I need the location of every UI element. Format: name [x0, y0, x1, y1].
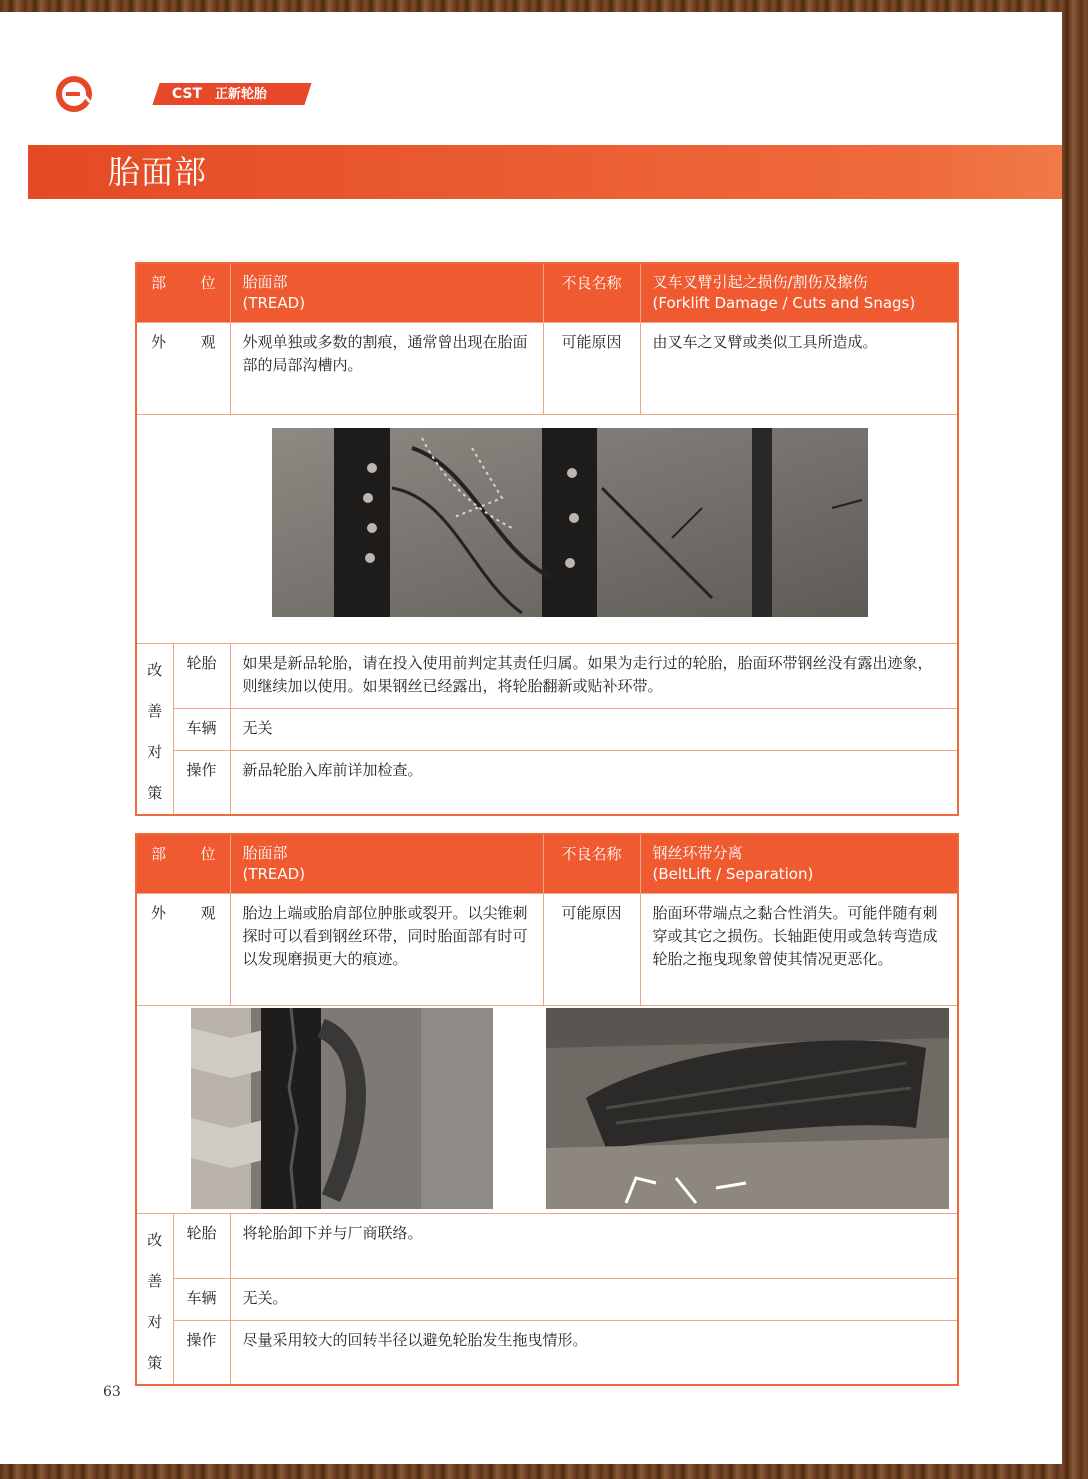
measures-label-1: 改: [147, 661, 163, 679]
measures-label-3: 对: [147, 743, 163, 761]
appearance-label-2: 观: [200, 904, 216, 922]
part-label-2: 位: [200, 274, 216, 292]
cst-logo-icon: [56, 76, 96, 112]
defect-label: 不良名称: [561, 274, 622, 292]
appearance-label-2: 观: [200, 333, 216, 351]
brand-name-cn: 正新轮胎: [214, 87, 267, 102]
measures-label-2: 善: [147, 702, 163, 720]
table-header-row: [136, 263, 958, 323]
measure-row-tire: [136, 644, 958, 709]
measure-vehicle-label: 车辆: [186, 1289, 217, 1308]
defect-label: 不良名称: [561, 845, 622, 863]
measure-tire-text: 如果是新品轮胎，请在投入使用前判定其责任归属。如果为走行过的轮胎，胎面环带钢丝没有露出迹象，则继续加以使用。如果钢丝已经露出，将轮胎翻新或贴补环带。: [242, 654, 933, 695]
part-name-en: (TREAD): [242, 294, 306, 312]
photo-row: [136, 1006, 958, 1214]
measures-label-1: 改: [147, 1231, 163, 1249]
measure-operation-label: 操作: [186, 761, 217, 780]
defect-name: 钢丝环带分离: [652, 844, 743, 862]
brand-name: CST: [171, 86, 203, 102]
measure-vehicle-text: 无关: [242, 719, 273, 738]
appearance-row: [136, 894, 958, 1006]
cause-text: 胎面环带端点之黏合性消失。可能伴随有刺穿或其它之损伤。长轴距使用或急转弯造成轮胎之拖曳现象曾使其情况更恶化。: [652, 904, 938, 968]
measure-vehicle-text: 无关。: [242, 1289, 288, 1308]
part-name-en: (TREAD): [242, 865, 306, 883]
measure-tire-text: 将轮胎卸下并与厂商联络。: [242, 1224, 423, 1242]
measures-label-2: 善: [147, 1272, 163, 1290]
measure-row-tire: [136, 1214, 958, 1279]
cause-text: 由叉车之叉臂或类似工具所造成。: [652, 333, 878, 351]
measure-row-operation: [136, 1321, 958, 1385]
section-title: 胎面部: [108, 153, 208, 191]
section-header-bar: [28, 145, 1062, 199]
appearance-label-1: 外: [151, 904, 167, 922]
part-label-1: 部: [151, 845, 167, 863]
belt-lift-photo-right: [546, 1008, 949, 1209]
appearance-text: 外观单独或多数的割痕，通常曾出现在胎面部的局部沟槽内。: [242, 333, 528, 374]
brand-wordmark: [152, 83, 311, 105]
part-label-2: 位: [200, 845, 216, 863]
page-number: 63: [103, 1384, 121, 1400]
cause-label: 可能原因: [561, 904, 622, 922]
measure-operation-text: 新品轮胎入库前详加检查。: [242, 761, 423, 780]
brand-logo: [56, 74, 266, 118]
measures-label-3: 对: [147, 1313, 163, 1331]
measures-label-4: 策: [147, 1354, 163, 1372]
part-name: 胎面部: [242, 273, 288, 291]
defect-name: 叉车叉臂引起之损伤/割伤及擦伤: [652, 273, 868, 291]
defect-name-en: (BeltLift / Separation): [652, 865, 814, 883]
photo-row: [136, 415, 958, 644]
measure-row-vehicle: [136, 709, 958, 751]
defect-table-forklift: [135, 262, 959, 816]
defect-name-en: (Forklift Damage / Cuts and Snags): [652, 294, 916, 312]
appearance-text: 胎边上端或胎肩部位肿胀或裂开。以尖锥刺探时可以看到钢丝环带，同时胎面部有时可以发现磨损更大的痕迹。: [242, 904, 528, 968]
measure-operation-text: 尽量采用较大的回转半径以避免轮胎发生拖曳情形。: [242, 1331, 588, 1350]
part-name: 胎面部: [242, 844, 288, 862]
measures-label-4: 策: [147, 784, 163, 802]
document-page: [0, 12, 1062, 1464]
tread-cut-photo: [272, 428, 868, 617]
table-header-row: [136, 834, 958, 894]
measure-row-vehicle: [136, 1279, 958, 1321]
measure-tire-label: 轮胎: [186, 1224, 217, 1242]
belt-lift-photo-left: [191, 1008, 493, 1209]
appearance-row: [136, 323, 958, 415]
measure-vehicle-label: 车辆: [186, 719, 217, 738]
measure-operation-label: 操作: [186, 1331, 217, 1350]
measure-row-operation: [136, 751, 958, 815]
appearance-label-1: 外: [151, 333, 167, 351]
defect-table-belt-separation: [135, 833, 959, 1386]
cause-label: 可能原因: [561, 333, 622, 351]
measure-tire-label: 轮胎: [186, 654, 217, 672]
part-label-1: 部: [151, 274, 167, 292]
